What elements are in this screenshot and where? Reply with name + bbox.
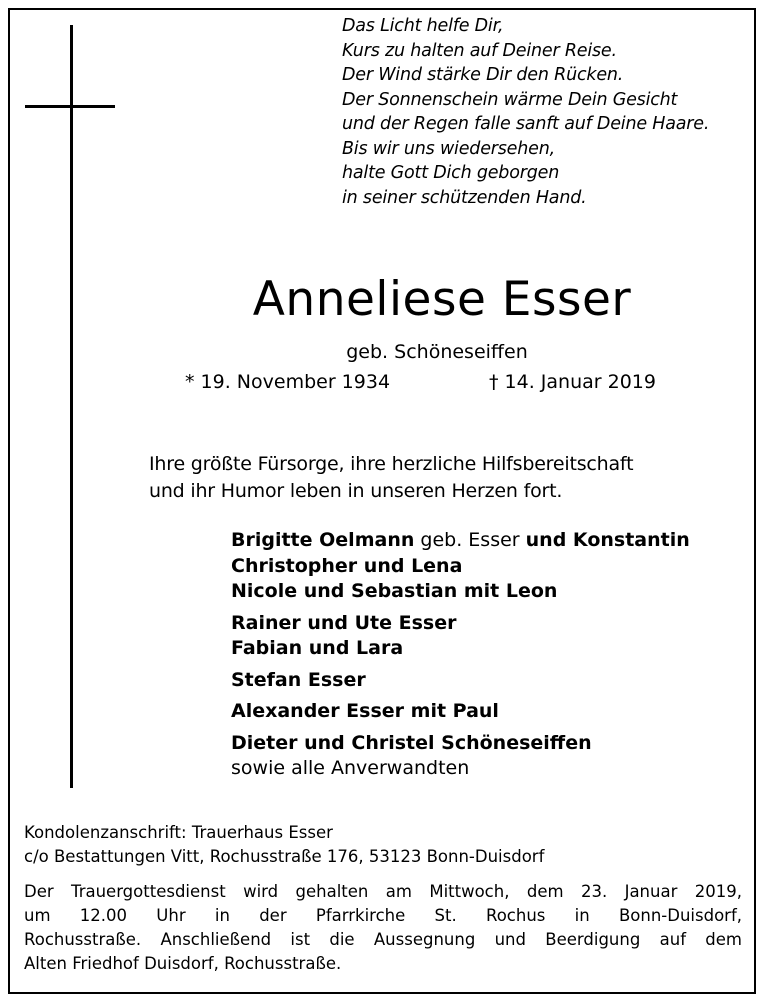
birth-date: * 19. November 1934 (185, 371, 391, 393)
deceased-name: Anneliese Esser (252, 272, 632, 327)
mourner-line: sowie alle Anverwandten (231, 757, 470, 779)
mourner-line: Dieter und Christel Schöneseiffen (231, 731, 592, 754)
poem-line: Kurs zu halten auf Deiner Reise. (342, 40, 617, 61)
mourner-line: Nicole und Sebastian mit Leon (231, 580, 558, 602)
condolence-address (24, 821, 544, 869)
service-line: Alten Friedhof Duisdorf, Rochusstraße. (24, 954, 342, 973)
cross-icon-horizontal (25, 105, 115, 108)
service-line: um 12.00 Uhr in der Pfarrkirche St. Rochus in Bonn-Duisdorf, (24, 906, 742, 925)
poem-line: Der Sonnenschein wärme Dein Gesicht (342, 89, 678, 110)
mourners-list (231, 528, 690, 782)
memorial-quote (149, 451, 749, 505)
mourner-line (231, 528, 690, 554)
mourner-line: Alexander Esser mit Paul (231, 700, 499, 722)
cross-icon-vertical (70, 25, 73, 788)
poem (342, 14, 742, 210)
condolence-line: Kondolenzanschrift: Trauerhaus Esser (24, 823, 333, 842)
poem-line: halte Gott Dich geborgen (342, 163, 560, 183)
poem-line: Bis wir uns wiedersehen, (342, 138, 555, 159)
mourner-line: Christopher und Lena (231, 554, 463, 577)
mourner-line: Rainer und Ute Esser (231, 611, 457, 634)
service-line: Der Trauergottesdienst wird gehalten am Mittwoch, dem 23. Januar 2019, (24, 882, 742, 901)
maiden-name: geb. Schöneseiffen (346, 341, 528, 363)
mourner-line: Fabian und Lara (231, 637, 404, 659)
mourner-note: geb. Esser (414, 529, 526, 551)
mourner-name: und Konstantin (525, 529, 690, 551)
poem-line: Der Wind stärke Dir den Rücken. (342, 65, 624, 85)
condolence-line: c/o Bestattungen Vitt, Rochusstraße 176, 53123 Bonn-Duisdorf (24, 847, 545, 866)
poem-line: Das Licht helfe Dir, (342, 16, 504, 36)
quote-line: und ihr Humor leben in unseren Herzen fort. (149, 480, 563, 502)
mourner-name: Brigitte Oelmann (231, 529, 415, 551)
mourner-line: Stefan Esser (231, 668, 366, 691)
funeral-service-info (24, 880, 742, 976)
death-date: † 14. Januar 2019 (489, 371, 656, 393)
poem-line: und der Regen falle sanft auf Deine Haare. (342, 114, 710, 134)
quote-line: Ihre größte Fürsorge, ihre herzliche Hilfsbereitschaft (149, 453, 634, 475)
service-line: Rochusstraße. Anschließend ist die Aussegnung und Beerdigung auf dem (24, 930, 742, 949)
poem-line: in seiner schützenden Hand. (342, 187, 587, 208)
